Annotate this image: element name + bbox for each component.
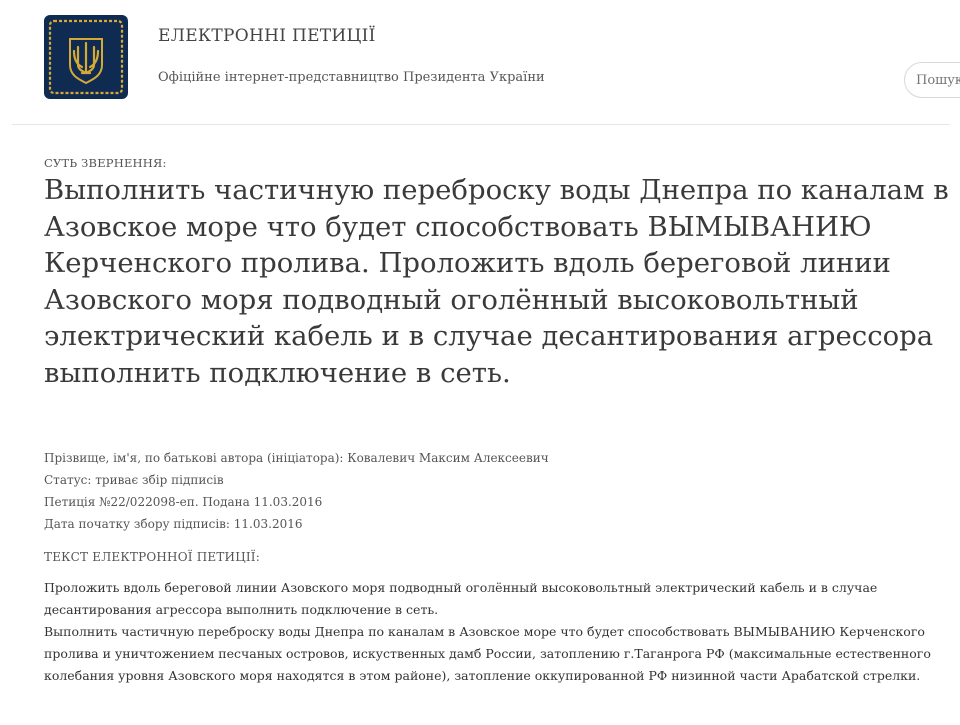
petition-status: Статус: триває збір підписів — [44, 473, 224, 487]
essence-label: СУТЬ ЗВЕРНЕННЯ: — [44, 156, 167, 170]
petition-number: Петиція №22/022098-еп. Подана 11.03.2016 — [44, 495, 323, 509]
site-title[interactable]: ЕЛЕКТРОННІ ПЕТИЦІЇ — [158, 26, 376, 46]
petition-text — [44, 577, 944, 687]
site-header — [0, 0, 960, 125]
petition-title: Выполнить частичную переброску воды Днепра по каналам в Азовское море что будет способствовать ВЫМЫВАНИЮ Керченского пролива. Проложить вдоль береговой линии Азовского моря подводный оголённый высоковольтный электрический кабель и в случае десантирования агрессора выполнить подключение в сеть. — [44, 174, 949, 389]
petition-text-paragraph: Проложить вдоль береговой линии Азовского моря подводный оголённый высоковольтный электрический кабель и в случае десантирования агрессора выполнить подключение в сеть. — [44, 580, 878, 617]
header-divider — [12, 124, 950, 125]
petition-text-label: ТЕКСТ ЕЛЕКТРОННОЇ ПЕТИЦІЇ: — [44, 550, 260, 564]
site-subtitle: Офіційне інтернет-представництво Президента України — [158, 70, 545, 85]
trident-coat-of-arms-icon[interactable] — [44, 15, 128, 99]
search-input[interactable] — [904, 62, 960, 98]
petition-author: Прізвище, ім'я, по батькові автора (ініціатора): Ковалевич Максим Алексеевич — [44, 451, 549, 465]
petition-text-paragraph: Выполнить частичную переброску воды Днепра по каналам в Азовское море что будет способствовать ВЫМЫВАНИЮ Керченского пролива и уничтожением песчаных островов, искуственных дамб России, затоплению г.Таганрога РФ (максимальные естественного колебания уровня Азовского моря находятся в этом районе), затопление оккупированной РФ низинной части Арабатской стрелки. — [44, 624, 931, 683]
petition-start-date: Дата початку збору підписів: 11.03.2016 — [44, 517, 303, 531]
